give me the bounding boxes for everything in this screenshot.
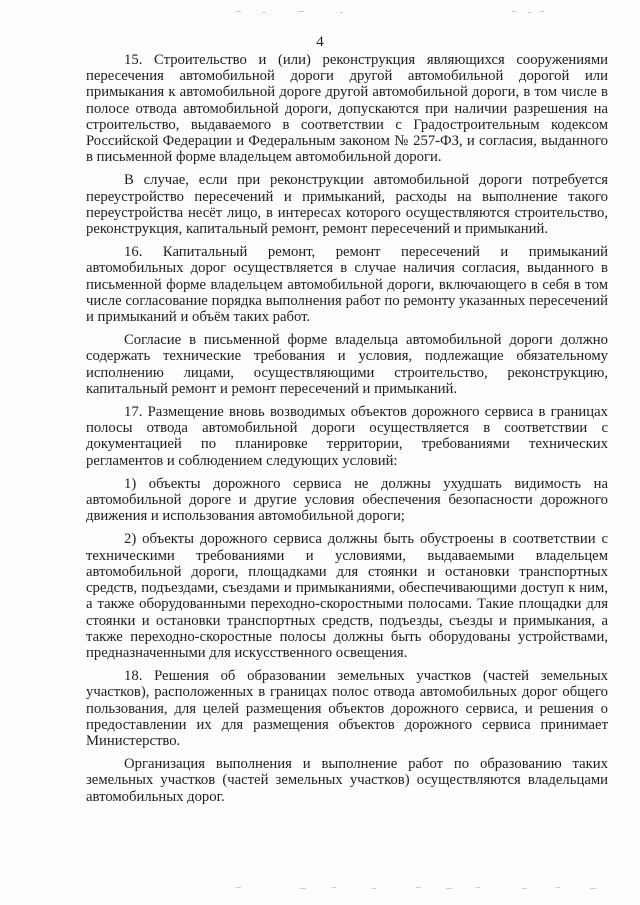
- paragraph-18: 18. Решения об образовании земельных участков (частей земельных участков), расположенных в границах полос отвода автомобильных дорог общего пользования, для целей размещения объектов дорожного сервиса, и решения о предоставлении их для размещения объектов дорожного сервиса принимает Министерство.: [86, 668, 608, 749]
- page-number: 4: [316, 34, 324, 50]
- paragraph-17-condition-1: 1) объекты дорожного сервиса не должны ухудшать видимость на автомобильной дороге и другие условия обеспечения безопасности дорожного движения и использования автомобильной дороги;: [86, 475, 608, 525]
- scan-artifact-top: [0, 10, 640, 14]
- paragraph-15: 15. Строительство и (или) реконструкция являющихся сооружениями пересечения автомобильной дороги другой автомобильной дорогой или примыкания к автомобильной дороге другой автомобильной дороги, в том числе в полосе отвода автомобильной дороги, допускаются при наличии разрешения на строительство, выдаваемого в соответствии с Градостроительным кодексом Российской Федерации и Федеральным законом № 257-ФЗ, и согласия, выданного в письменной форме владельцем автомобильной дороги.: [86, 52, 608, 166]
- paragraph-18-organization: Организация выполнения и выполнение работ по образованию таких земельных участков (частей земельных участков) осуществляются владельцами автомобильных дорог.: [86, 756, 608, 805]
- paragraph-16: 16. Капитальный ремонт, ремонт пересечений и примыканий автомобильных дорог осуществляется в случае наличия согласия, выданного в письменной форме владельцем автомобильной дороги, включающего в себя в том числе согласование порядка выполнения работ по ремонту указанных пересечений и примыканий и объём таких работ.: [86, 244, 608, 326]
- paragraph-17-condition-2: 2) объекты дорожного сервиса должны быть обустроены в соответствии с техническими требованиями и условиями, выдаваемыми владельцем автомобильной дороги, площадками для стоянки и остановки транспортных средств, подъездами, съездами и примыканиями, обеспечивающими доступ к ним, а также оборудованными переходно-скоростными полосами. Такие площадки для стоянки и остановки транспортных средств, подъезды, съезды и примыкания, а также переходно-скоростные полосы должны быть оборудованы устройствами, предназначенными для искусственного освещения.: [86, 531, 608, 661]
- scan-artifact-bottom: [0, 886, 640, 890]
- document-body: [86, 52, 608, 805]
- paragraph-16-consent: Согласие в письменной форме владельца автомобильной дороги должно содержать технические требования и условия, подлежащие обязательному исполнению лицами, осуществляющими строительство, реконструкцию, капитальный ремонт и ремонт пересечений и примыканий.: [86, 332, 608, 397]
- paragraph-17: 17. Размещение вновь возводимых объектов дорожного сервиса в границах полосы отвода автомобильной дороги осуществляется в соответствии с документацией по планировке территории, требованиями технических регламентов и соблюдением следующих условий:: [86, 404, 608, 469]
- paragraph-15-continued: В случае, если при реконструкции автомобильной дороги потребуется переустройство пересечений и примыканий, расходы на выполнение такого переустройства несёт лицо, в интересах которого осуществляются строительство, реконструкция, капитальный ремонт, ремонт пересечений и примыканий.: [86, 172, 608, 238]
